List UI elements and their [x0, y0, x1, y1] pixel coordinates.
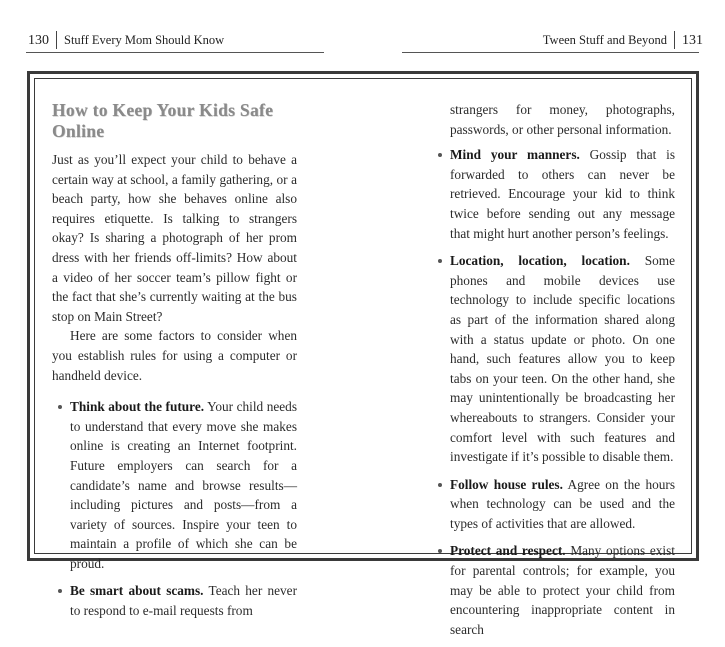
list-item	[432, 145, 675, 243]
bullet-icon	[438, 483, 442, 487]
left-bullet-list	[52, 397, 297, 621]
item-text: Teach her never to respond to e-mail requests from	[70, 583, 298, 619]
item-text: Agree on the hours when technology can be used and the types of activities that are allowed.	[450, 476, 676, 531]
list-item	[432, 541, 675, 639]
left-header-rule	[26, 52, 324, 53]
right-bullet-list	[432, 145, 675, 639]
left-running-title: Stuff Every Mom Should Know	[64, 33, 225, 47]
article-title: How to Keep Your Kids Safe Online	[52, 100, 274, 141]
bullet-icon	[438, 549, 442, 553]
left-page-header	[28, 31, 224, 49]
list-item	[432, 475, 675, 534]
item-lead: Follow house rules.	[450, 476, 563, 492]
right-header-rule	[402, 52, 699, 53]
bullet-icon	[58, 405, 62, 409]
list-item	[432, 251, 675, 467]
item-lead: Location, location, location.	[450, 253, 630, 269]
intro-paragraph: Just as you’ll expect your child to behave a certain way at school, a family gathering, or a beach party, how she behaves online also requires etiquette. Is talking to strangers okay? Is sharing a photograph of her prom dress with her friends off-limits? How about a video of her soccer team’s pillow fight or the fact that she’s currently waiting at the bus stop on Main Street?	[52, 152, 297, 324]
item-lead: Think about the future.	[70, 399, 205, 415]
left-page-number: 130	[28, 33, 49, 48]
header-divider	[56, 31, 57, 49]
header-divider	[674, 31, 675, 49]
right-page-number: 131	[682, 33, 703, 48]
right-page-header	[543, 31, 703, 49]
right-running-title: Tween Stuff and Beyond	[542, 33, 667, 47]
right-column	[432, 100, 675, 647]
left-column	[52, 100, 297, 629]
item-text: Gossip that is forwarded to others can never be retrieved. Encourage your kid to think twice before sending out any message that might hurt another person’s feelings.	[450, 147, 676, 241]
item-text: Some phones and mobile devices use technology to include specific locations as part of the information shared along with a status update or photo. On one hand, such features allow you to keep tabs on your teen. On the other hand, she may unintentionally be broadcasting her whereabouts to strangers. Consider your comfort level with such features and investigate if it’s possible to disable them.	[450, 253, 675, 465]
continued-text: strangers for money, photographs, passwords, or other personal information.	[450, 102, 675, 137]
bullet-icon	[438, 259, 442, 263]
bullet-icon	[58, 589, 62, 593]
item-lead: Protect and respect.	[450, 543, 566, 559]
factors-paragraph: Here are some factors to consider when you establish rules for using a computer or handheld device.	[52, 328, 297, 383]
item-lead: Mind your manners.	[450, 147, 580, 163]
bullet-icon	[438, 153, 442, 157]
list-item	[52, 397, 297, 573]
list-item	[52, 581, 297, 620]
item-lead: Be smart about scams.	[70, 583, 204, 599]
item-text: Your child needs to understand that every move she makes online is creating an Internet footprint. Future employers can search for a candidate’s name and browse results—including pictures and posts—from a variety of sources. Inspire your teen to maintain a profile of which she can be proud.	[70, 399, 297, 571]
item-text: Many options exist for parental controls; for example, you may be able to protect your child from encountering inappropriate content in search	[450, 543, 675, 637]
